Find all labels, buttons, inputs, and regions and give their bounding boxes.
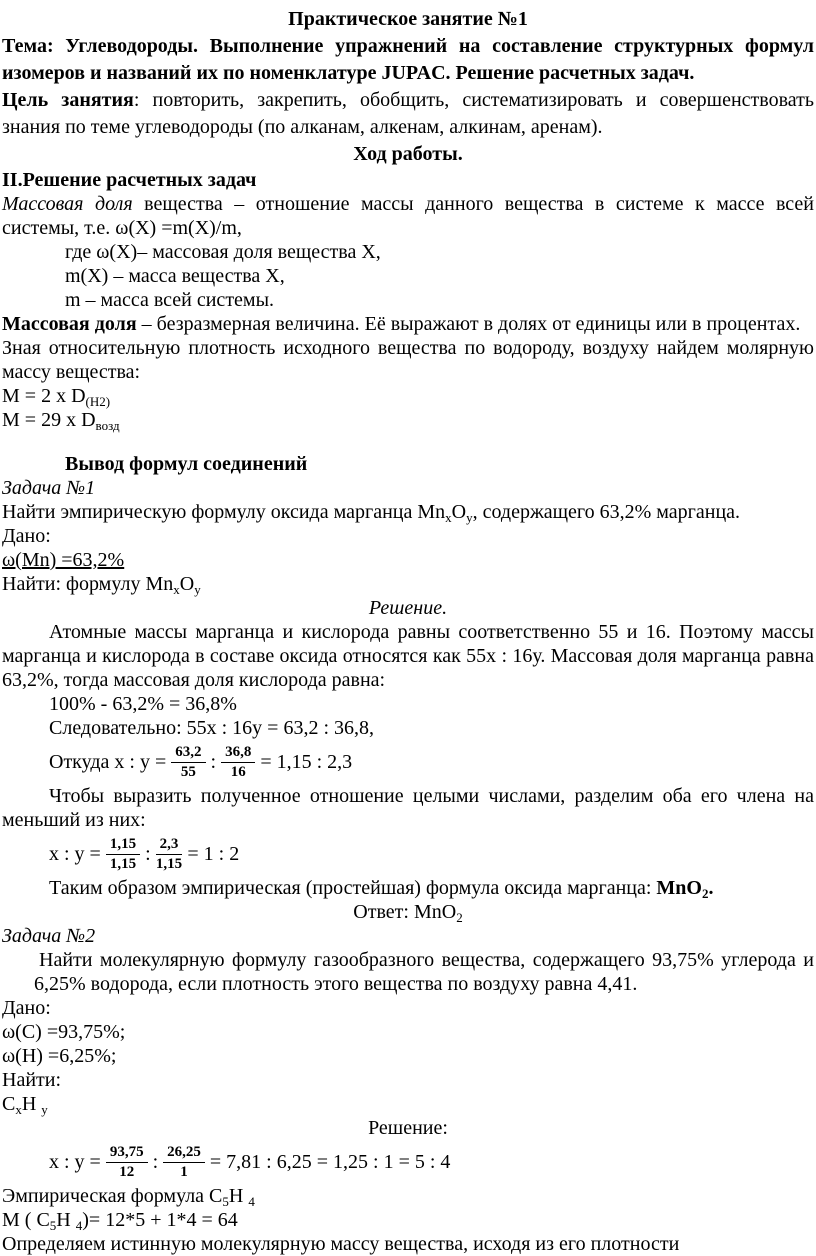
formula-subscript: (H2) bbox=[85, 394, 111, 409]
mass-fraction-def-text: вещества – отношение массы данного вещества в системе к массе всей системы, т.е. ω(X) =m(X)/m, bbox=[2, 193, 814, 239]
task1-equation-1 bbox=[2, 740, 814, 784]
fraction bbox=[156, 836, 183, 874]
formula-subscript: 5 bbox=[222, 1194, 229, 1209]
goal-paragraph bbox=[2, 87, 814, 141]
task1-paragraph-1: Атомные массы марганца и кислорода равны соответственно 55 и 16. Поэтому массы марганца и кислорода в составе оксида относятся как 55х : 16у. Массовая доля марганца равна 63,2%, тогда массовая доля кислорода равна: bbox=[2, 621, 814, 691]
equation-separator: : bbox=[205, 751, 222, 773]
formula-subscript: 2 bbox=[456, 910, 463, 925]
subscript-x: x bbox=[15, 1102, 22, 1117]
equation-post: = 1,15 : 2,3 bbox=[255, 751, 353, 773]
fraction-numerator: 26,25 bbox=[163, 1144, 205, 1163]
task1-given-label: Дано: bbox=[2, 525, 51, 547]
goal-label: Цель занятия bbox=[2, 89, 134, 111]
molar-mass-air-formula bbox=[2, 408, 814, 432]
task2-empirical-formula bbox=[2, 1184, 814, 1208]
fraction-numerator: 63,2 bbox=[171, 744, 205, 763]
fraction-denominator: 55 bbox=[180, 764, 196, 781]
task2-label: Задача №2 bbox=[2, 925, 96, 947]
task1-statement-o: O bbox=[451, 501, 467, 523]
formula-h: H bbox=[21, 1093, 42, 1115]
work-order-heading: Ход работы. bbox=[353, 143, 463, 165]
fraction-denominator: 1,15 bbox=[109, 856, 137, 873]
formula-subscript: 4 bbox=[75, 1218, 83, 1233]
equation-pre: х : у = bbox=[49, 843, 106, 865]
formula-subscript: 5 bbox=[49, 1218, 57, 1233]
formula-base: MnO bbox=[656, 877, 702, 899]
fraction-denominator: 1,15 bbox=[155, 856, 183, 873]
task1-find-line bbox=[2, 572, 814, 596]
task1-statement bbox=[2, 500, 814, 524]
formula-base: М = 2 х D bbox=[2, 385, 86, 407]
equation-post: = 1 : 2 bbox=[182, 843, 240, 865]
task1-statement-pre: Найти эмпирическую формулу оксида марганца Mn bbox=[2, 501, 446, 523]
goal-text: : повторить, закрепить, обобщить, систематизировать и совершенствовать знания по теме углеводороды (по алканам, алкенам, алкинам, аренам). bbox=[2, 89, 814, 138]
answer-text: Ответ: MnO bbox=[353, 901, 457, 923]
task1-conclusion bbox=[2, 876, 814, 900]
task2-molar-mass bbox=[2, 1208, 814, 1232]
task1-answer bbox=[2, 900, 814, 924]
fraction bbox=[106, 1144, 148, 1182]
mass-fraction-term: Массовая доля bbox=[2, 193, 133, 215]
derivation-heading: Вывод формул соединений bbox=[65, 453, 308, 475]
empirical-text: Эмпирическая формула C bbox=[2, 1185, 223, 1207]
blank-line bbox=[2, 432, 814, 452]
task1-statement-post: , содержащего 63,2% марганца. bbox=[472, 501, 741, 523]
task1-given-underlined: ω(Mn) =63,2% bbox=[2, 549, 125, 571]
task2-find-label: Найти: bbox=[2, 1069, 62, 1091]
molar-calc: )= 12*5 + 1*4 = 64 bbox=[82, 1209, 238, 1231]
fraction-numerator: 36,8 bbox=[221, 744, 255, 763]
subscript-x: x bbox=[173, 582, 180, 597]
formula-subscript: 2 bbox=[701, 886, 709, 901]
formula-h: H bbox=[56, 1209, 76, 1231]
task1-solution-heading: Решение. bbox=[368, 597, 448, 619]
task2-find-formula bbox=[2, 1092, 814, 1116]
task1-find-o: O bbox=[179, 573, 195, 595]
mass-fraction-property-text: – безразмерная величина. Её выражают в долях от единицы или в процентах. bbox=[136, 313, 801, 335]
page-title: Практическое занятие №1 bbox=[288, 8, 528, 30]
section-title-calc-tasks: II.Решение расчетных задач bbox=[2, 169, 257, 191]
task1-paragraph-2: Чтобы выразить полученное отношение целыми числами, разделим оба его члена на меньший из них: bbox=[2, 785, 814, 831]
fraction bbox=[221, 744, 255, 782]
where-line-3: m – масса всей системы. bbox=[65, 289, 275, 311]
task2-equation bbox=[2, 1140, 814, 1184]
task1-find-pre: Найти: формулу Mn bbox=[2, 573, 174, 595]
formula-subscript: возд bbox=[95, 418, 120, 433]
task2-given-2: ω(H) =6,25%; bbox=[2, 1045, 117, 1067]
fraction-denominator: 1 bbox=[180, 1164, 188, 1181]
molar-mass-h2-formula bbox=[2, 384, 814, 408]
task1-label: Задача №1 bbox=[2, 477, 96, 499]
formula-base: М = 29 х D bbox=[2, 409, 96, 431]
equation-separator: : bbox=[147, 1151, 164, 1173]
mass-fraction-term-bold: Массовая доля bbox=[2, 313, 137, 335]
fraction-denominator: 16 bbox=[230, 764, 246, 781]
equation-separator: : bbox=[140, 843, 156, 865]
fraction-denominator: 12 bbox=[119, 1164, 135, 1181]
fraction-numerator: 2,3 bbox=[156, 836, 183, 855]
fraction bbox=[163, 1144, 205, 1182]
where-line-1: где ω(X)– массовая доля вещества X, bbox=[65, 241, 381, 263]
subscript-y: y bbox=[194, 582, 201, 597]
fraction bbox=[171, 744, 205, 782]
task2-final-line: Определяем истинную молекулярную массу вещества, исходя из его плотности bbox=[2, 1233, 680, 1255]
fraction-numerator: 93,75 bbox=[106, 1144, 148, 1163]
formula-subscript: 4 bbox=[248, 1194, 255, 1209]
task2-given-1: ω(C) =93,75%; bbox=[2, 1021, 126, 1043]
task1-calc-1: 100% - 63,2% = 36,8% bbox=[49, 693, 237, 715]
subscript-x: x bbox=[445, 510, 452, 525]
mass-fraction-property bbox=[2, 312, 814, 336]
formula-period: . bbox=[708, 877, 714, 899]
equation-pre: х : у = bbox=[49, 1151, 106, 1173]
task2-given-label: Дано: bbox=[2, 997, 51, 1019]
density-paragraph: Зная относительную плотность исходного вещества по водороду, воздуху найдем молярную массу вещества: bbox=[2, 337, 814, 383]
molar-text: М ( C bbox=[2, 1209, 50, 1231]
task2-solution-heading: Решение: bbox=[368, 1117, 448, 1139]
equation-post: = 7,81 : 6,25 = 1,25 : 1 = 5 : 4 bbox=[204, 1151, 451, 1173]
conclusion-formula bbox=[656, 877, 713, 899]
equation-pre: Откуда х : у = bbox=[49, 751, 172, 773]
mass-fraction-definition bbox=[2, 192, 814, 240]
fraction bbox=[106, 836, 140, 874]
fraction-numerator: 1,15 bbox=[106, 836, 140, 855]
theme-paragraph: Тема: Углеводороды. Выполнение упражнений на составление структурных формул изомеров и названий их по номенклатуре JUPAC. Решение расчетных задач. bbox=[2, 35, 814, 84]
formula-c: C bbox=[2, 1093, 16, 1115]
formula-h: H bbox=[228, 1185, 249, 1207]
subscript-y: y bbox=[41, 1102, 48, 1117]
conclusion-text: Таким образом эмпирическая (простейшая) формула оксида марганца: bbox=[49, 877, 657, 899]
task1-equation-2 bbox=[2, 832, 814, 876]
task1-given-value bbox=[2, 548, 814, 572]
task2-statement: Найти молекулярную формулу газообразного вещества, содержащего 93,75% углерода и 6,25% водорода, если плотность этого вещества по воздуху равна 4,41. bbox=[34, 949, 814, 995]
subscript-y: y bbox=[466, 510, 473, 525]
task1-calc-2: Следовательно: 55х : 16у = 63,2 : 36,8, bbox=[49, 717, 375, 739]
where-line-2: m(X) – масса вещества X, bbox=[65, 265, 285, 287]
